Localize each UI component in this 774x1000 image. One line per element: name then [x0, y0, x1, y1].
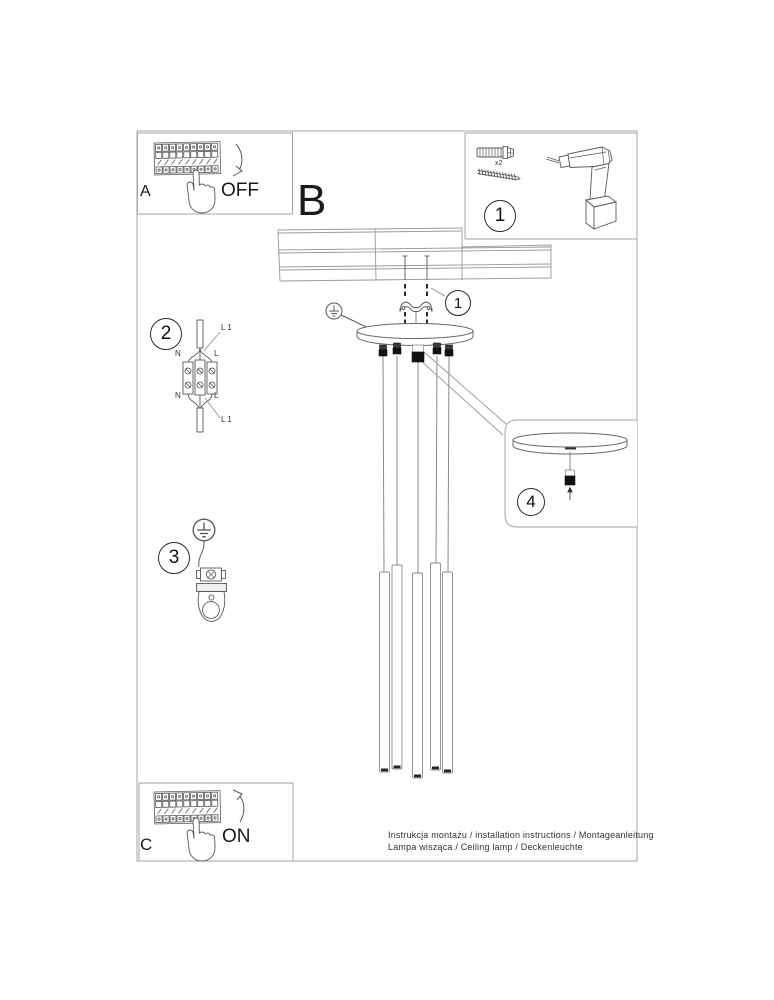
wire-label-n-top: N: [175, 349, 181, 358]
strain-relief-drawing: [197, 584, 227, 622]
step-c-label: C: [140, 835, 153, 854]
wire-label-l1-bottom: L 1: [221, 415, 232, 424]
bracket-callout-badge: 1: [445, 290, 471, 316]
circuit-breaker-icon: [154, 142, 221, 175]
wall-plug-icon: [477, 147, 514, 159]
cable-gland-icon: [379, 343, 453, 362]
ground-symbol-icon: [193, 519, 215, 541]
mounting-bracket-icon: [400, 302, 432, 311]
canopy-icon: [357, 324, 473, 346]
earth-wire: [341, 315, 368, 328]
parts-box-badge: 1: [484, 200, 516, 232]
terminal-block-icon: [183, 320, 220, 432]
wiring-step-badge: 2: [150, 318, 182, 350]
footer-title-line: Instrukcja montażu / installation instructions / Montageanleitung: [388, 830, 654, 840]
pendant-cables: [383, 356, 449, 573]
earth-clamp-icon: [197, 568, 226, 581]
ground-symbol-icon: [326, 303, 342, 319]
dowel-quantity-label: x2: [495, 160, 503, 167]
canopy-detail-badge: 4: [517, 488, 545, 516]
earthing-step-badge: 3: [158, 542, 190, 574]
earth-wire: [199, 541, 204, 567]
pendant-tube-icon: [380, 563, 453, 778]
step-c-action: ON: [222, 826, 251, 847]
wire-label-l1-top: L 1: [221, 323, 232, 332]
callout-line-gland: [420, 352, 506, 435]
callout-line-bracket: [431, 288, 445, 296]
mounting-screws: [403, 256, 430, 327]
wire-label-l-top: L: [214, 349, 219, 358]
step-a-label: A: [140, 183, 151, 200]
circuit-breaker-icon: [154, 791, 221, 824]
step-b-label: B: [297, 176, 327, 225]
footer-product-line: Lampa wisząca / Ceiling lamp / Deckenleuchte: [388, 842, 583, 852]
wire-label-n-bottom: N: [175, 391, 181, 400]
wire-label-l-bottom: L: [214, 391, 219, 400]
step-a-action: OFF: [221, 180, 259, 201]
cable-gland-icon: [565, 470, 575, 485]
